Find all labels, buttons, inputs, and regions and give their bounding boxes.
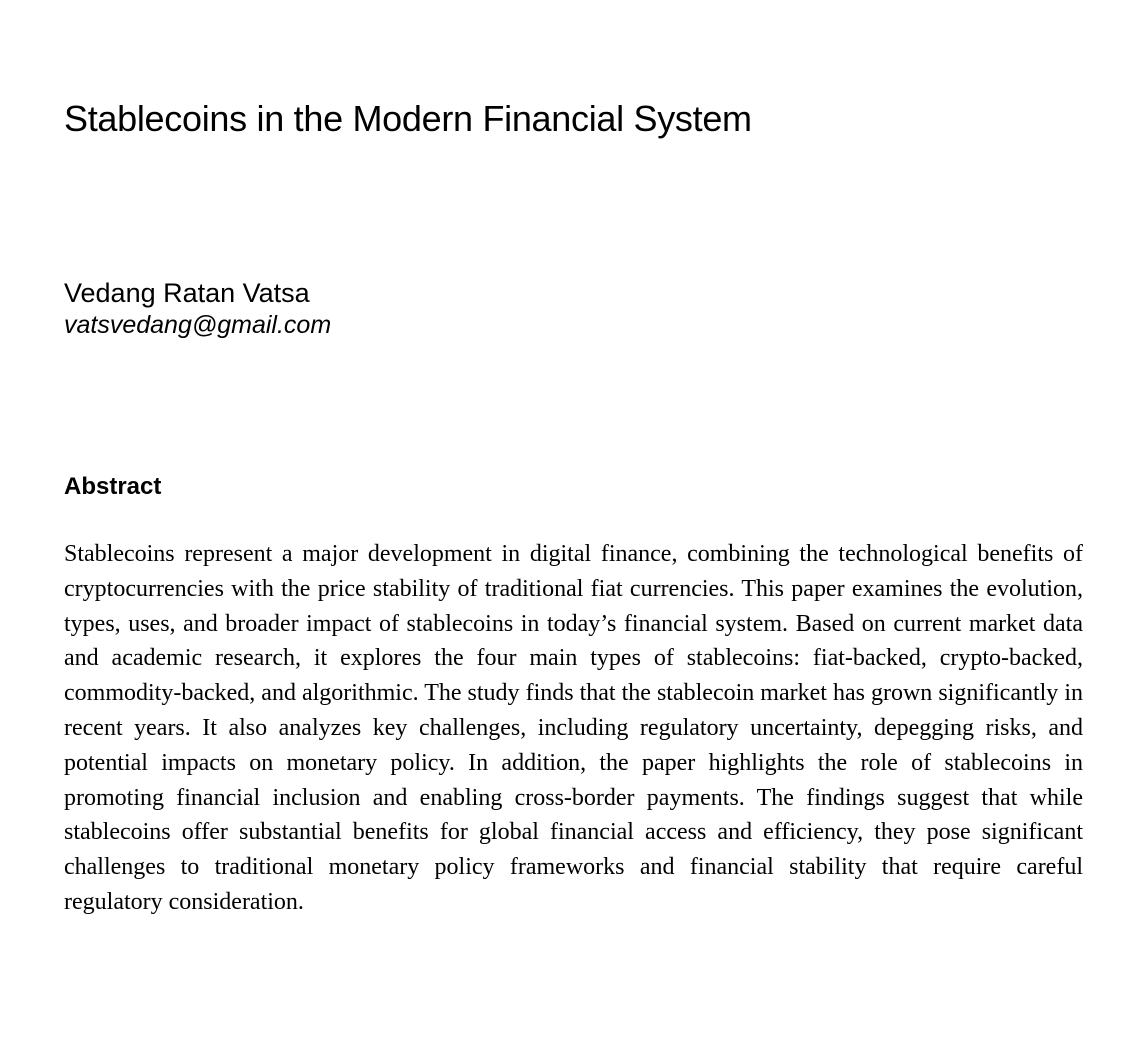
abstract-text: Stablecoins represent a major development in digital finance, combining the technological benefits of cryptocurrencies with the price stability of traditional fiat currencies. This paper examines the evolution, types, uses, and broader impact of stablecoins in today’s financial system. Based on current market data and academic research, it explores the four main types of stablecoins: fiat-backed, crypto-backed, commodity-backed, and algorithmic. The study finds that the stablecoin market has grown significantly in recent years. It also analyzes key challenges, including regulatory uncertainty, depegging risks, and potential impacts on monetary policy. In addition, the paper highlights the role of stablecoins in promoting financial inclusion and enabling cross-border payments. The findings suggest that while stablecoins offer substantial benefits for global financial access and efficiency, they pose significant challenges to traditional monetary policy frameworks and financial stability that require careful regulatory consideration. <box>64 541 1083 915</box>
paper-title: Stablecoins in the Modern Financial System <box>64 98 752 139</box>
author-block <box>64 276 331 340</box>
author-name: Vedang Ratan Vatsa <box>64 278 310 308</box>
abstract-heading: Abstract <box>64 473 162 500</box>
author-email: vatsvedang@gmail.com <box>64 311 332 339</box>
